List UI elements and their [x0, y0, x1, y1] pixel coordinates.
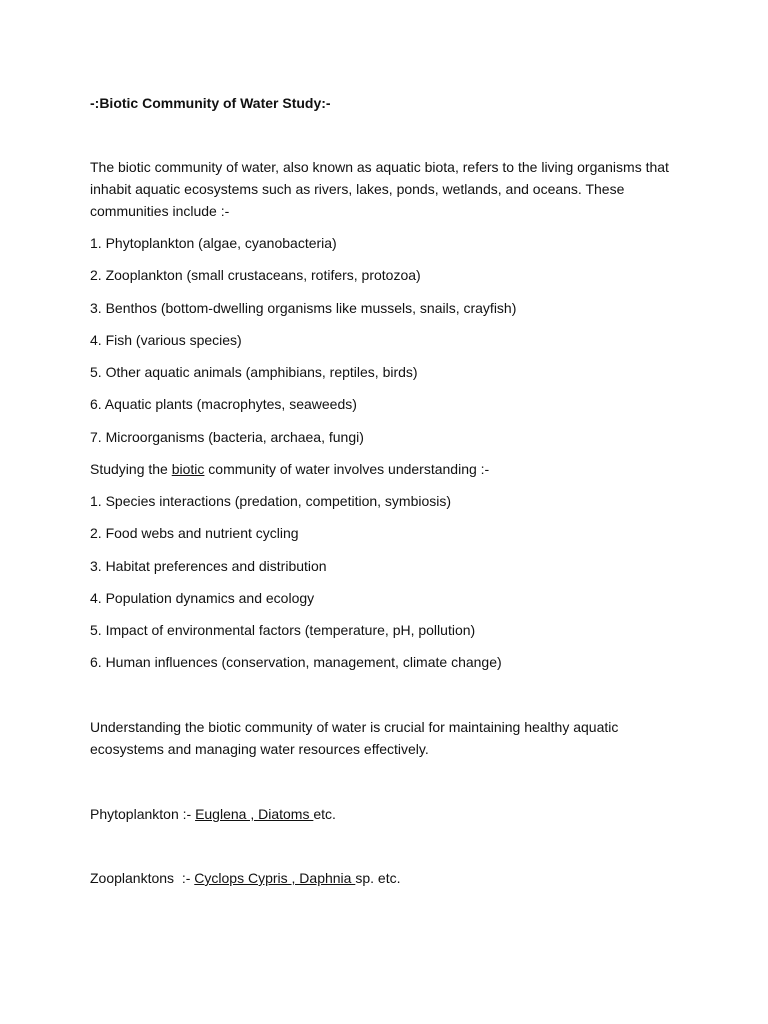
studying-line: [90, 458, 489, 480]
conclusion-paragraph: Understanding the biotic community of water is crucial for maintaining healthy aquatic ecosystems and managing water resources effectively.: [90, 719, 619, 757]
list-item: 3. Benthos (bottom-dwelling organisms like mussels, snails, crayfish): [90, 299, 517, 316]
list-item: 1. Species interactions (predation, competition, symbiosis): [90, 493, 452, 509]
list-item: 5. Impact of environmental factors (temperature, pH, pollution): [90, 622, 476, 639]
aspects-list: [90, 490, 502, 684]
list-item: 6. Human influences (conservation, management, climate change): [90, 654, 502, 671]
zooplankton-examples-line: [90, 867, 400, 889]
list-item: 3. Habitat preferences and distribution: [90, 557, 327, 574]
intro-paragraph: The biotic community of water, also known as aquatic biota, refers to the living organisms that inhabit aquatic ecosystems such as rivers, lakes, ponds, wetlands, and oceans. These communities include :-: [90, 159, 669, 219]
list-item: 2. Zooplankton (small crustaceans, rotifers, protozoa): [90, 267, 421, 284]
phytoplankton-suffix: etc.: [313, 806, 336, 822]
studying-after: community of water involves understanding :-: [204, 461, 490, 477]
phytoplankton-label: Phytoplankton :-: [90, 806, 196, 822]
list-item: 4. Population dynamics and ecology: [90, 589, 315, 606]
zooplankton-suffix: sp. etc.: [355, 870, 401, 886]
list-item: 1. Phytoplankton (algae, cyanobacteria): [90, 235, 337, 251]
list-item: 6. Aquatic plants (macrophytes, seaweeds): [90, 396, 357, 413]
phytoplankton-examples-line: [90, 803, 336, 825]
list-item: 5. Other aquatic animals (amphibians, reptiles, birds): [90, 364, 418, 381]
studying-before: Studying the: [90, 461, 172, 477]
zooplankton-examples: Cyclops Cypris , Daphnia: [194, 870, 356, 886]
biotic-underlined: biotic: [171, 461, 205, 477]
phytoplankton-examples: Euglena , Diatoms: [195, 806, 314, 822]
communities-list: [90, 232, 516, 458]
list-item: 4. Fish (various species): [90, 331, 242, 348]
zooplankton-label: Zooplanktons :-: [90, 870, 195, 886]
document-title: -:Biotic Community of Water Study:-: [90, 95, 331, 111]
list-item: 2. Food webs and nutrient cycling: [90, 525, 299, 542]
list-item: 7. Microorganisms (bacteria, archaea, fungi): [90, 428, 364, 445]
